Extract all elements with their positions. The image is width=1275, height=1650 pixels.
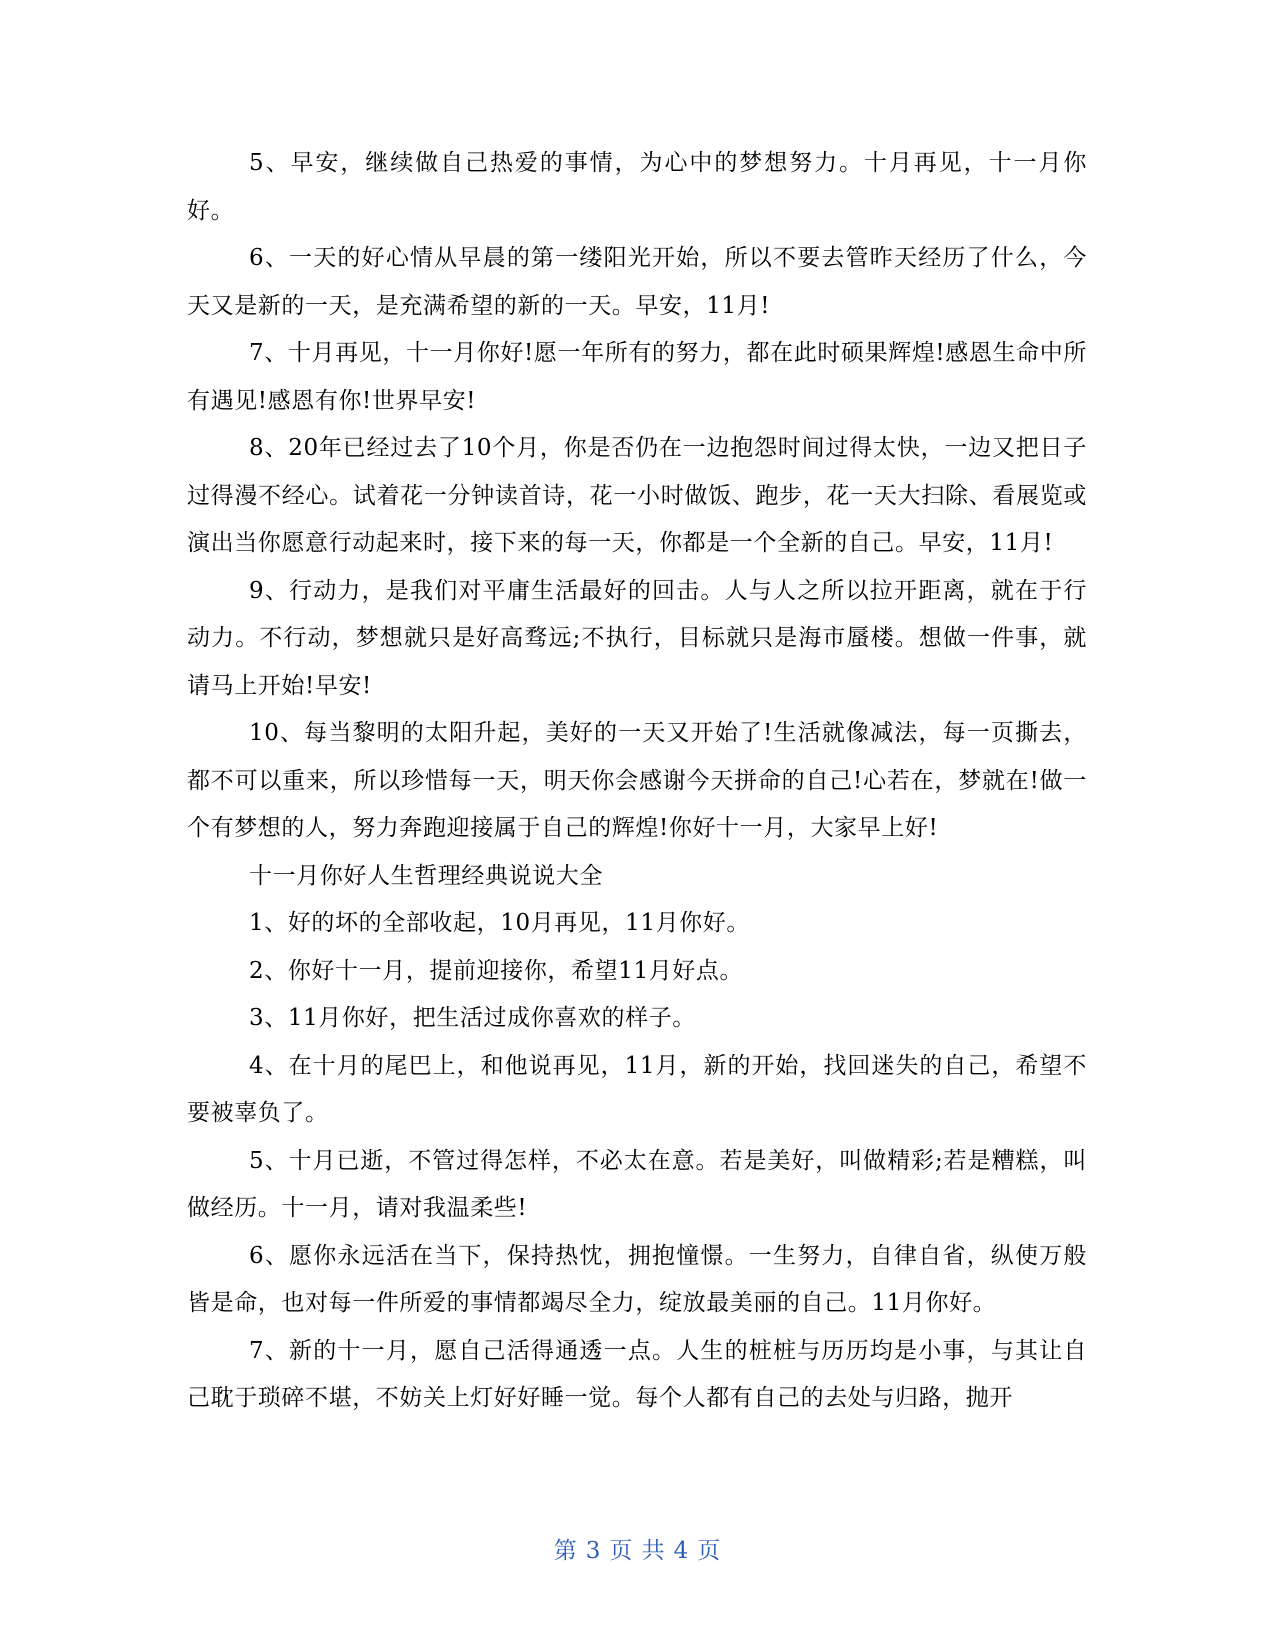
paragraph: 7、十月再见，十一月你好!愿一年所有的努力，都在此时硕果辉煌!感恩生命中所有遇见!感恩有你!世界早安! — [187, 340, 1087, 414]
total-page-count: 4 — [673, 1538, 690, 1564]
current-page-number: 3 — [585, 1538, 602, 1564]
paragraph: 3、11月你好，把生活过成你喜欢的样子。 — [249, 1005, 696, 1031]
footer-prefix: 第 — [553, 1538, 578, 1564]
paragraph: 8、20年已经过去了10个月，你是否仍在一边抱怨时间过得太快，一边又把日子过得漫不经心。试着花一分钟读首诗，花一小时做饭、跑步，花一天大扫除、看展览或演出当你愿意行动起来时，接下来的每一天，你都是一个全新的自己。早安，11月! — [187, 435, 1087, 556]
document-body — [187, 140, 1087, 1423]
paragraph: 5、早安，继续做自己热爱的事情，为心中的梦想努力。十月再见，十一月你好。 — [187, 150, 1087, 224]
paragraph: 6、一天的好心情从早晨的第一缕阳光开始，所以不要去管昨天经历了什么，今天又是新的一天，是充满希望的新的一天。早安，11月! — [187, 245, 1087, 319]
paragraph: 7、新的十一月，愿自己活得通透一点。人生的桩桩与历历均是小事，与其让自己耽于琐碎不堪，不妨关上灯好好睡一觉。每个人都有自己的去处与归路，抛开 — [187, 1337, 1087, 1411]
paragraph: 6、愿你永远活在当下，保持热忱，拥抱憧憬。一生努力，自律自省，纵使万般皆是命，也对每一件所爱的事情都竭尽全力，绽放最美丽的自己。11月你好。 — [187, 1242, 1087, 1316]
paragraph: 5、十月已逝，不管过得怎样，不必太在意。若是美好，叫做精彩;若是糟糕，叫做经历。十一月，请对我温柔些! — [187, 1147, 1087, 1221]
footer-suffix: 页 — [697, 1538, 722, 1564]
section-heading: 十一月你好人生哲理经典说说大全 — [249, 862, 603, 889]
paragraph: 9、行动力，是我们对平庸生活最好的回击。人与人之所以拉开距离，就在于行动力。不行动，梦想就只是好高骛远;不执行，目标就只是海市蜃楼。想做一件事，就请马上开始!早安! — [187, 577, 1087, 699]
paragraph: 1、好的坏的全部收起，10月再见，11月你好。 — [249, 910, 750, 936]
page-footer — [0, 1532, 1275, 1565]
paragraph: 2、你好十一月，提前迎接你，希望11月好点。 — [249, 957, 744, 984]
paragraph: 4、在十月的尾巴上，和他说再见，11月，新的开始，找回迷失的自己，希望不要被辜负了。 — [187, 1052, 1087, 1126]
footer-middle: 页 共 — [609, 1538, 666, 1564]
paragraph: 10、每当黎明的太阳升起，美好的一天又开始了!生活就像减法，每一页撕去，都不可以重来，所以珍惜每一天，明天你会感谢今天拼命的自己!心若在，梦就在!做一个有梦想的人，努力奔跑迎接属于自己的辉煌!你好十一月，大家早上好! — [187, 720, 1087, 841]
